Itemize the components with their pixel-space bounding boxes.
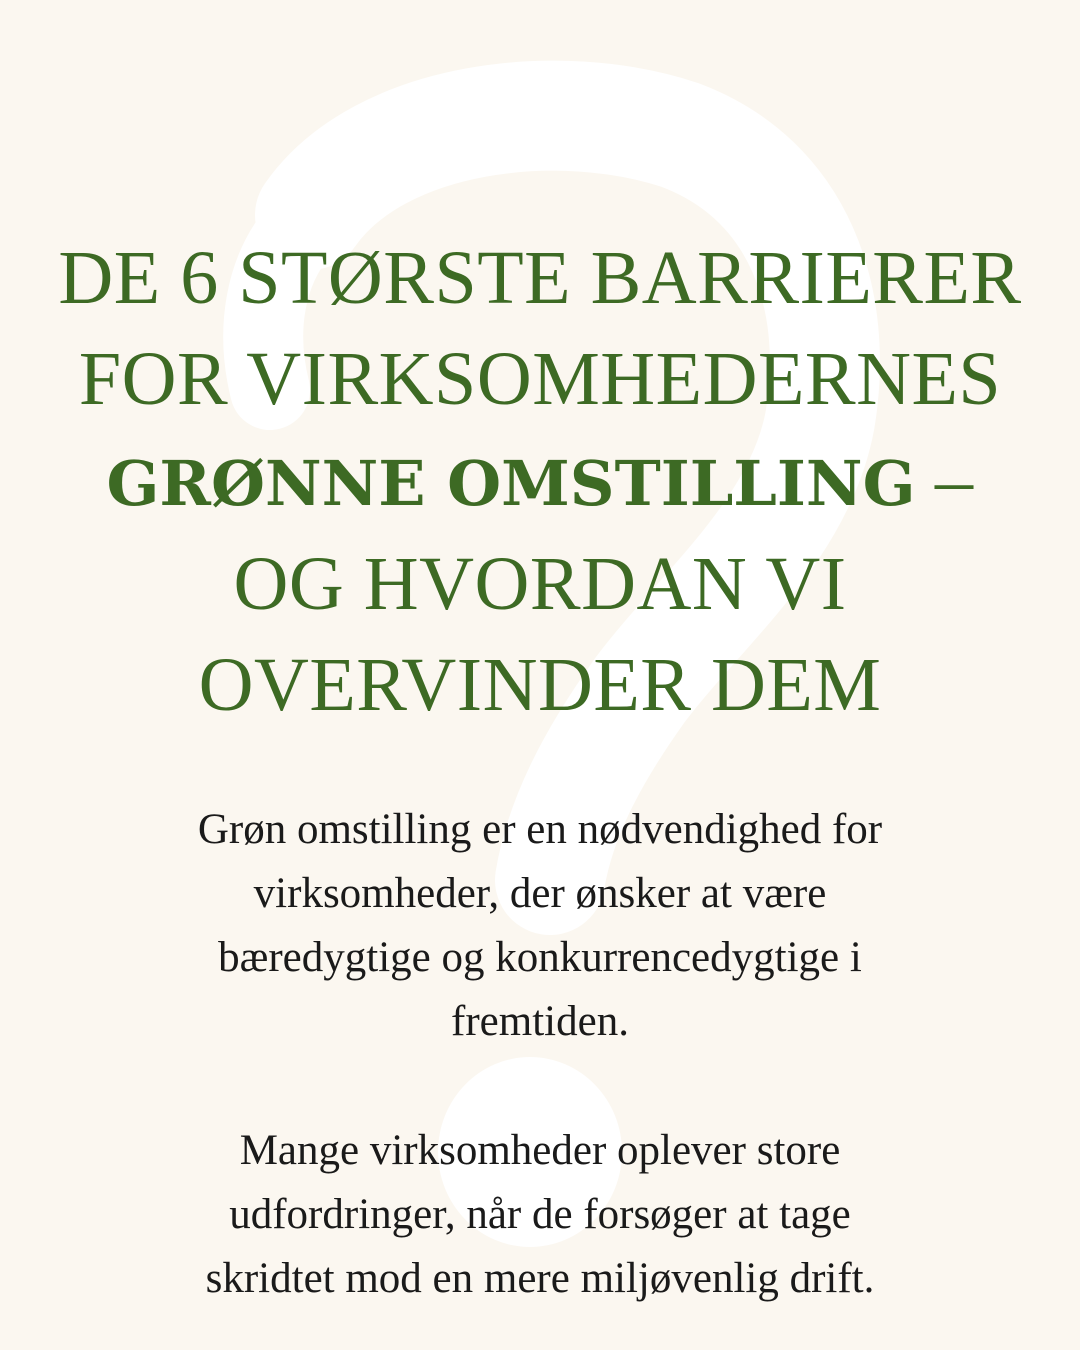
headline-emphasis: GRØNNE OMSTILLING xyxy=(106,447,916,520)
intro-line-1: Grøn omstilling er en nødvendighed for xyxy=(197,806,883,853)
intro-line-4: fremtiden. xyxy=(451,998,629,1045)
headline-dash: – xyxy=(915,438,974,522)
headline-line-5: OVERVINDER DEM xyxy=(198,643,882,727)
challenge-line-3: skridtet mod en mere miljøvenlig drift. xyxy=(205,1255,875,1302)
headline-line-4: OG HVORDAN VI xyxy=(233,542,847,626)
challenge-paragraph xyxy=(0,1119,1080,1311)
headline xyxy=(0,228,1080,736)
intro-line-3: bæredygtige og konkurrencedygtige i xyxy=(218,934,862,981)
challenge-line-1: Mange virksomheder oplever store xyxy=(239,1127,841,1174)
headline-line-1: DE 6 STØRSTE BARRIERER xyxy=(58,236,1022,320)
headline-line-2: FOR VIRKSOMHEDERNES xyxy=(78,337,1002,421)
intro-line-2: virksomheder, der ønsker at være xyxy=(253,870,827,917)
challenge-line-2: udfordringer, når de forsøger at tage xyxy=(229,1191,851,1238)
intro-paragraph xyxy=(0,798,1080,1054)
headline-line-3 xyxy=(0,430,1080,534)
